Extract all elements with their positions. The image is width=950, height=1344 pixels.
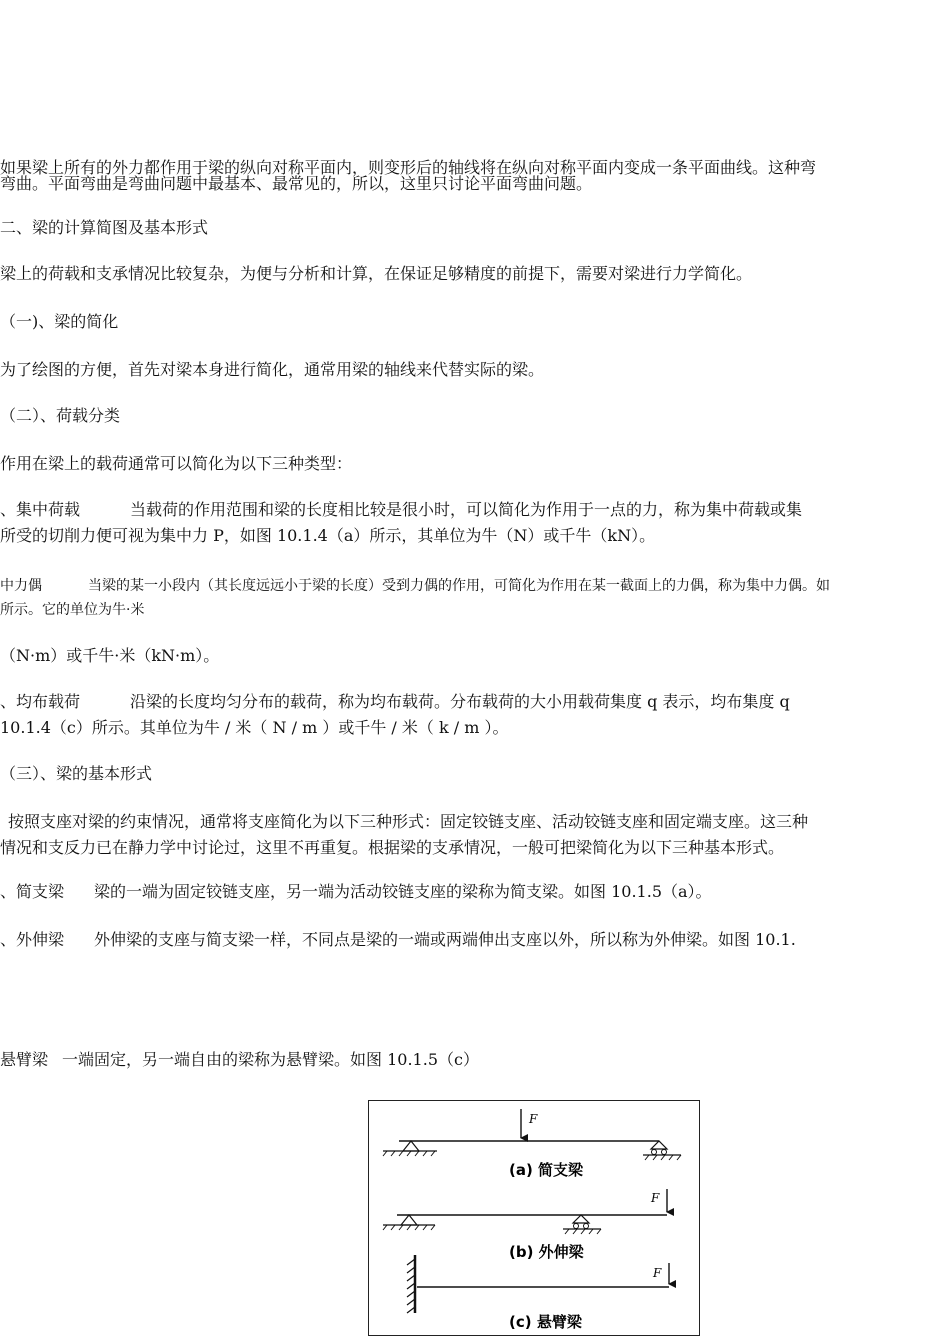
item-label: 悬臂梁: [0, 1050, 49, 1069]
heading-basic-beam-forms: （三）、梁的基本形式: [0, 764, 153, 783]
item-label: 、简支梁: [0, 882, 65, 901]
item-cantilever-beam: [0, 1050, 479, 1070]
force-label: F: [529, 1112, 538, 1126]
pin-support-icon: [383, 1141, 437, 1156]
item-concentrated-load-cont: 所受的切削力便可视为集中力 P，如图 10.1.4（a）所示，其单位为牛（N）或千牛（kN）。: [0, 526, 656, 545]
paragraph-supports-text: 按照支座对梁的约束情况，通常将支座简化为以下三种形式：固定铰链支座、活动铰链支座和固定端支座。这三种: [8, 812, 809, 831]
heading-load-classification: （二）、荷载分类: [0, 406, 121, 425]
beam-types-diagram: [369, 1101, 699, 1335]
fixed-support-icon: [407, 1255, 415, 1313]
heading-beam-diagrams: 二、梁的计算简图及基本形式: [0, 218, 209, 237]
item-text: 沿梁的长度均匀分布的载荷，称为均布载荷。分布载荷的大小用载荷集度 q 表示，均布集度 q: [130, 692, 790, 711]
item-label: 中力偶: [0, 578, 42, 594]
roller-support-icon: [563, 1215, 601, 1234]
pin-support-icon: [383, 1215, 435, 1230]
paragraph-supports-1: [0, 812, 808, 832]
item-label: 、均布载荷: [0, 692, 81, 711]
force-label: F: [653, 1266, 662, 1280]
caption-cantilever-beam: (c) 悬臂梁: [509, 1313, 582, 1331]
caption-overhanging-beam: (b) 外伸梁: [509, 1243, 584, 1261]
item-text: 外伸梁的支座与简支梁一样，不同点是梁的一端或两端伸出支座以外，所以称为外伸梁。如图 10.1.: [94, 930, 796, 949]
force-label: F: [651, 1191, 660, 1205]
item-distributed-load-cont: 10.1.4（c）所示。其单位为牛 / 米（ N / m ）或千牛 / 米（ k / m ）。: [0, 718, 509, 737]
paragraph-plane-bending-2: 弯曲。平面弯曲是弯曲问题中最基本、最常见的，所以，这里只讨论平面弯曲问题。: [0, 174, 593, 193]
paragraph-supports-2: 情况和支反力已在静力学中讨论过，这里不再重复。根据梁的支承情况，一般可把梁简化为以下三种基本形式。: [0, 838, 785, 857]
paragraph-load-types: 作用在梁上的载荷通常可以简化为以下三种类型：: [0, 454, 353, 473]
paragraph-plane-bending-1: 如果梁上所有的外力都作用于梁的纵向对称平面内，则变形后的轴线将在纵向对称平面内变成一条平面曲线。这种弯: [0, 158, 817, 177]
item-concentrated-couple-unit: （N·m）或千牛·米（kN·m）。: [0, 646, 220, 665]
item-label: 、集中荷载: [0, 500, 81, 519]
item-text: 当梁的某一小段内（其长度远远小于梁的长度）受到力偶的作用，可简化为作用在某一截面上的力偶，称为集中力偶。如: [88, 578, 830, 594]
item-concentrated-load: [0, 500, 802, 520]
item-overhanging-beam: [0, 930, 796, 950]
roller-support-icon: [643, 1141, 681, 1160]
caption-simple-beam: (a) 简支梁: [509, 1161, 584, 1179]
item-simple-beam: [0, 882, 712, 902]
beam-types-figure: [368, 1100, 700, 1336]
simple-beam-drawing: [383, 1109, 681, 1179]
heading-beam-simplification: （一)、梁的简化: [0, 312, 119, 331]
paragraph-simplification-intro: 梁上的荷载和支承情况比较复杂，为便与分析和计算，在保证足够精度的前提下，需要对梁进行力学简化。: [0, 264, 753, 283]
overhanging-beam-drawing: [383, 1189, 667, 1261]
item-concentrated-couple: [0, 576, 830, 596]
item-concentrated-couple-cont: 所示。它的单位为牛·米: [0, 602, 145, 618]
paragraph-axis-replacement: 为了绘图的方便，首先对梁本身进行简化，通常用梁的轴线来代替实际的梁。: [0, 360, 545, 379]
item-text: 梁的一端为固定铰链支座，另一端为活动铰链支座的梁称为简支梁。如图 10.1.5（a）。: [94, 882, 712, 901]
item-label: 、外伸梁: [0, 930, 65, 949]
cantilever-beam-drawing: [407, 1255, 669, 1331]
item-text: 当载荷的作用范围和梁的长度相比较是很小时，可以简化为作用于一点的力，称为集中荷载或集: [130, 500, 803, 519]
item-text: 一端固定，另一端自由的梁称为悬臂梁。如图 10.1.5（c）: [62, 1050, 479, 1069]
item-distributed-load: [0, 692, 790, 712]
